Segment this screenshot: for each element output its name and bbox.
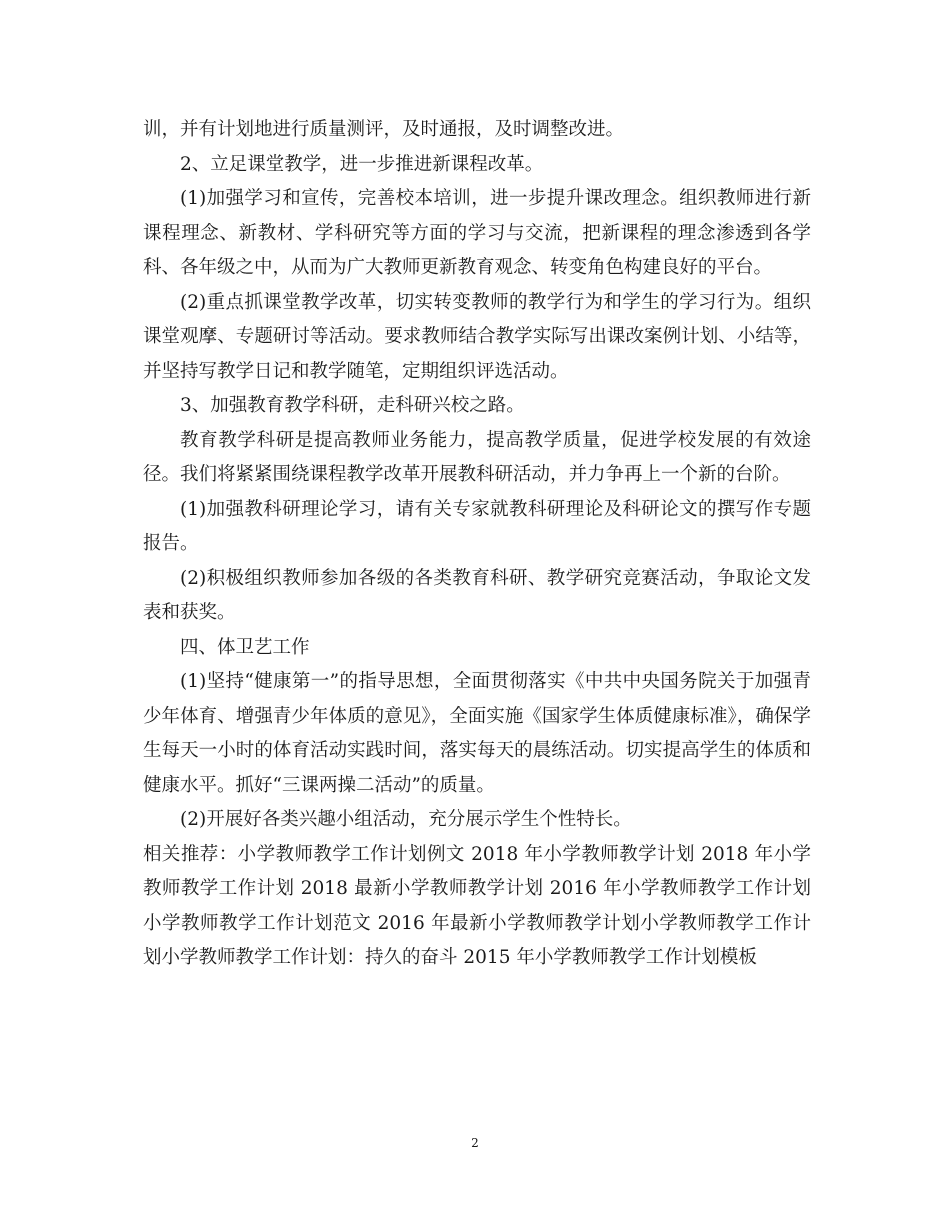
heading-sports-health-arts: 四、体卫艺工作 (180, 636, 310, 658)
paragraph-research-intro: 教育教学科研是提高教师业务能力，提高教学质量，促进学校发展的有效途径。我们将紧紧围绕课程教学改革开展教科研活动，并力争再上一个新的台阶。 (143, 429, 811, 485)
paragraph-interest-groups: (2)开展好各类兴趣小组活动，充分展示学生个性特长。 (180, 809, 632, 830)
paragraph-health-first: (1)坚持“健康第一”的指导思想，全面贯彻落实《中共中央国务院关于加强青少年体育、增强青少年体质的意见》，全面实施《国家学生体质健康标准》，确保学生每天一小时的体育活动实践时间，落实每天的晨练活动。切实提高学生的体质和健康水平。抓好“三课两操二活动”的质量。 (143, 671, 811, 796)
heading-classroom-teaching: 2、立足课堂教学，进一步推进新课程改革。 (180, 153, 544, 175)
page-number: 2 (471, 1136, 479, 1150)
paragraph-research-competition: (2)积极组织教师参加各级的各类教育科研、教学研究竞赛活动，争取论文发表和获奖。 (143, 567, 811, 623)
paragraph-classroom-reform: (2)重点抓课堂教学改革，切实转变教师的教学行为和学生的学习行为。组织课堂观摩、专题研讨等活动。要求教师结合教学实际写出课改案例计划、小结等，并坚持写教学日记和教学随笔，定期组织评选活动。 (143, 291, 811, 382)
paragraph-research-theory: (1)加强教科研理论学习，请有关专家就教科研理论及科研论文的撰写作专题报告。 (143, 498, 811, 554)
heading-research: 3、加强教育教学科研，走科研兴校之路。 (180, 395, 525, 416)
document-body (143, 113, 811, 976)
paragraph-continuation: 训，并有计划地进行质量测评，及时通报，及时调整改进。 (143, 119, 625, 140)
paragraph-study-promotion: (1)加强学习和宣传，完善校本培训，进一步提升课改理念。组织教师进行新课程理念、新教材、学科研究等方面的学习与交流，把新课程的理念渗透到各学科、各年级之中，从而为广大教师更新教育观念、转变角色构建良好的平台。 (143, 188, 811, 278)
related-recommendations: 相关推荐：小学教师教学工作计划例文 2018 年小学教师教学计划 2018 年小学教师教学工作计划 2018 最新小学教师教学计划 2016 年小学教师教学工作计划小学教师教学工作计划范文 2016 年最新小学教师教学计划小学教师教学工作计划小学教师教学工作计划：持久的奋斗 2015 年小学教师教学工作计划模板 (143, 843, 811, 968)
